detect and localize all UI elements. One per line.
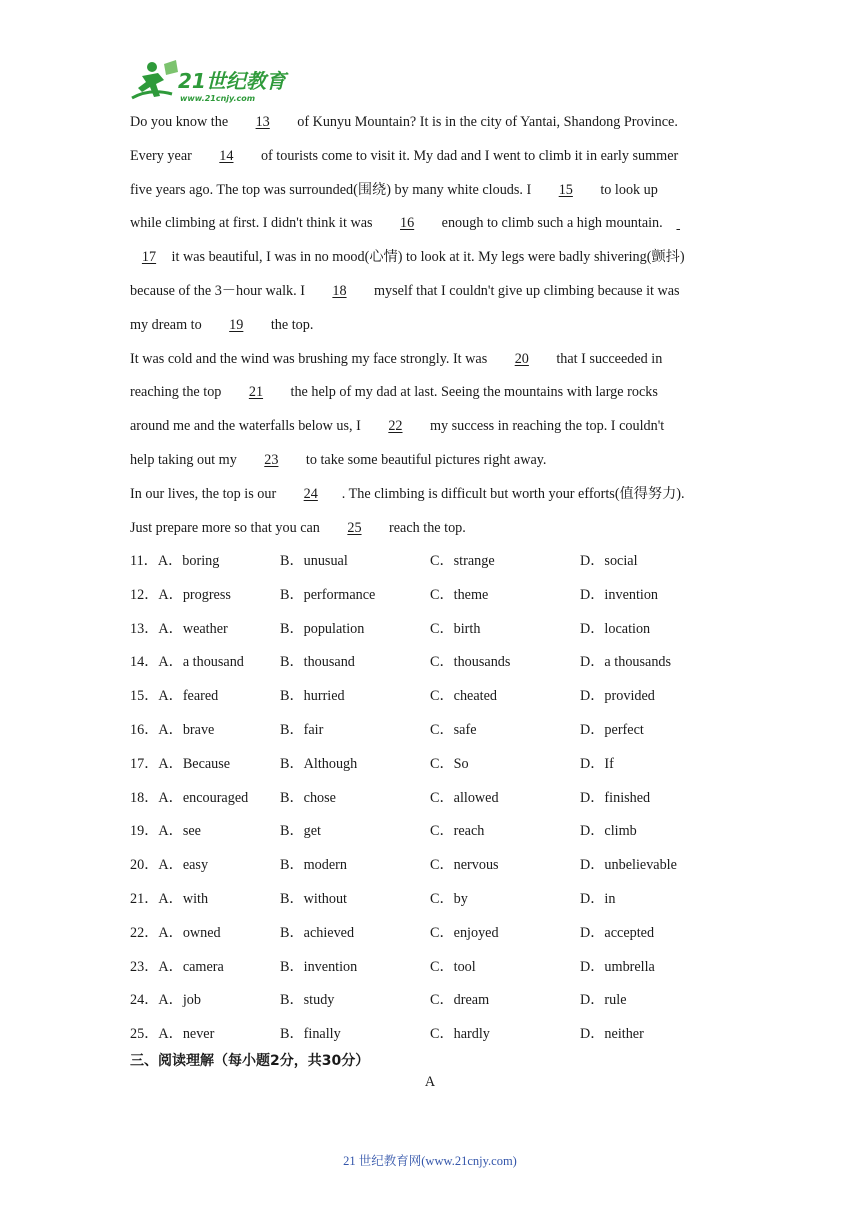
question-number: 20． [130, 857, 159, 874]
option-c: C．safe [430, 721, 477, 738]
option-d: D．a thousands [580, 654, 672, 671]
question-row [130, 718, 750, 752]
cloze-passage [130, 110, 730, 549]
option-b: B．invention [280, 958, 358, 975]
question-number: 17． [130, 755, 159, 772]
blank-number: 13 [255, 114, 270, 130]
passage-line [130, 279, 730, 313]
option-c: C．tool [430, 958, 476, 975]
option-b: B．modern [280, 857, 347, 874]
logo-url-text: www.21cnjy.com [180, 94, 256, 103]
option-b: B．fair [280, 721, 324, 738]
passage-line [130, 178, 730, 212]
passage-text: my dream to [130, 316, 206, 333]
passage-line [130, 414, 730, 448]
passage-line [130, 313, 730, 347]
question-number: 19． [130, 823, 159, 840]
option-a-text: A．progress [158, 586, 231, 603]
blank-number: 18 [332, 282, 347, 299]
option-d: D．location [580, 620, 651, 637]
passage-text: . The climbing is difficult but worth your efforts(值得努力). [341, 485, 685, 502]
option-d: D．umbrella [580, 958, 655, 975]
question-row [130, 549, 750, 583]
passage-text: Do you know the [130, 114, 232, 130]
question-row [130, 786, 750, 820]
logo-brand-text: 21世纪教育 [178, 69, 286, 93]
blank-number: 14 [219, 147, 234, 164]
passage-text: of tourists come to visit it. My dad and I went to climb it in early summer [257, 147, 679, 164]
option-a-text: A．easy [158, 857, 209, 874]
option-d: D．If [580, 755, 614, 772]
option-a [130, 955, 224, 979]
question-row [130, 955, 750, 989]
passage-text: five years ago. The top was surrounded(围绕) by many white clouds. I [130, 181, 535, 198]
option-d: D．rule [580, 992, 627, 1009]
passage-line [130, 516, 730, 550]
option-c: C．dream [430, 992, 490, 1009]
option-b: B．thousand [280, 654, 355, 671]
option-a [130, 684, 218, 708]
passage-line [130, 211, 730, 245]
blank-number: 22 [388, 418, 403, 435]
blank-number: 25 [347, 519, 362, 536]
option-a-text: A．brave [158, 721, 215, 738]
option-b: B．chose [280, 789, 336, 806]
question-number: 22． [130, 924, 159, 941]
blank-number: 16 [400, 215, 415, 232]
passage-line [130, 380, 730, 414]
passage-line [130, 482, 730, 516]
option-b: B．performance [280, 586, 376, 603]
passage-text: Just prepare more so that you can [130, 519, 324, 536]
option-a [130, 549, 219, 573]
passage-text: myself that I couldn't give up climbing because it was [370, 282, 680, 299]
passage-text: the help of my dad at last. Seeing the mountains with large rocks [286, 384, 658, 401]
option-c: C．birth [430, 620, 481, 637]
passage-line [130, 144, 730, 178]
option-d: D．accepted [580, 924, 655, 941]
option-d: D．in [580, 890, 616, 907]
question-row [130, 684, 750, 718]
option-b: B．without [280, 890, 348, 907]
passage-text: Every year [130, 147, 196, 164]
option-a-text: A．feared [158, 688, 219, 705]
option-c: C．by [430, 890, 468, 907]
option-b: B．hurried [280, 688, 345, 705]
option-a [130, 583, 231, 607]
option-a-text: A．see [158, 823, 201, 840]
question-row [130, 887, 750, 921]
question-row [130, 853, 750, 887]
passage-text: enough to climb such a high mountain. [438, 215, 667, 232]
option-a-text: A．a thousand [158, 654, 244, 671]
blank-number: 24 [303, 485, 318, 502]
passage-text: In our lives, the top is our [130, 485, 280, 502]
passage-text: help taking out my [130, 451, 241, 468]
option-a [130, 752, 230, 776]
option-a [130, 819, 201, 843]
blank-number: 17 [141, 249, 157, 266]
passage-text: to take some beautiful pictures right away. [302, 451, 547, 468]
option-b: B．finally [280, 1026, 341, 1043]
option-c: C．nervous [430, 857, 499, 874]
question-row [130, 752, 750, 786]
question-number: 25． [130, 1026, 159, 1043]
option-a-text: A．Because [158, 755, 231, 772]
option-a [130, 887, 208, 911]
option-a [130, 617, 228, 641]
question-number: 11． [130, 553, 158, 569]
option-d: D．climb [580, 823, 637, 840]
option-a [130, 853, 208, 877]
option-a-text: A．encouraged [158, 789, 249, 806]
blank-number: 23 [264, 451, 279, 468]
option-b: B．population [280, 620, 365, 637]
option-a [130, 1022, 214, 1046]
question-number: 15． [130, 688, 159, 705]
option-a-text: A．camera [158, 958, 224, 975]
question-number: 16． [130, 721, 159, 738]
option-a [130, 921, 221, 945]
option-a [130, 786, 248, 810]
section-heading: 三、阅读理解（每小题2分，共30分） [130, 1053, 370, 1069]
passage-text: of Kunyu Mountain? It is in the city of Yantai, Shandong Province. [293, 114, 678, 130]
question-number: 13． [130, 620, 159, 637]
option-d: D．invention [580, 586, 659, 603]
passage-line [130, 347, 730, 381]
option-c: C．So [430, 755, 469, 772]
option-b: B．Although [280, 755, 358, 772]
passage-text: that I succeeded in [552, 350, 663, 367]
passage-text: reach the top. [385, 519, 466, 536]
blank-number: 20 [514, 350, 529, 367]
question-number: 12． [130, 586, 159, 603]
option-d: D．neither [580, 1026, 644, 1043]
question-row [130, 650, 750, 684]
option-c: C．reach [430, 823, 485, 840]
question-number: 23． [130, 958, 159, 975]
site-logo [128, 58, 298, 104]
question-number: 14． [130, 654, 159, 671]
option-a-text: A．weather [158, 620, 228, 637]
option-b: B．unusual [280, 553, 348, 569]
question-number: 24． [130, 992, 159, 1009]
question-row [130, 921, 750, 955]
blank-number: 15 [558, 181, 573, 198]
runner-icon [132, 60, 178, 98]
option-c: C．theme [430, 586, 489, 603]
option-d: D．perfect [580, 721, 644, 738]
passage-text: because of the 3－hour walk. I [130, 282, 309, 299]
option-c: C．hardly [430, 1026, 490, 1043]
passage-text: It was cold and the wind was brushing my face strongly. It was [130, 350, 491, 367]
passage-text: my success in reaching the top. I couldn't [426, 418, 665, 435]
passage-text: around me and the waterfalls below us, I [130, 418, 365, 435]
option-c: C．cheated [430, 688, 497, 705]
option-c: C．strange [430, 553, 495, 569]
passage-text: to look up [596, 181, 658, 198]
blank-number: 21 [248, 384, 264, 401]
passage-line [130, 448, 730, 482]
passage-label: A [424, 1074, 436, 1090]
answer-options [130, 549, 750, 1056]
option-c: C．thousands [430, 654, 511, 671]
option-a [130, 650, 244, 674]
option-a-text: A．job [158, 992, 201, 1009]
option-a-text: A．never [158, 1026, 215, 1043]
option-c: C．enjoyed [430, 924, 499, 941]
option-c: C．allowed [430, 789, 499, 806]
question-number: 18． [130, 789, 159, 806]
passage-text: it was beautiful, I was in no mood(心情) to look at it. My legs were badly shivering(颤抖) [168, 249, 685, 266]
option-b: B．study [280, 992, 335, 1009]
option-d: D．social [580, 553, 638, 569]
option-d: D．finished [580, 789, 651, 806]
blank-number: 19 [229, 316, 244, 333]
option-d: D．unbelievable [580, 857, 677, 874]
question-row [130, 988, 750, 1022]
blank-number [666, 211, 690, 235]
option-b: B．get [280, 823, 321, 840]
passage-text: reaching the top [130, 384, 225, 401]
option-d: D．provided [580, 688, 655, 705]
question-row [130, 617, 750, 651]
option-b: B．achieved [280, 924, 355, 941]
option-a [130, 988, 201, 1012]
passage-line [130, 110, 730, 144]
page-footer: 21 世纪教育网(www.21cnjy.com) [343, 1154, 517, 1168]
passage-text: the top. [267, 316, 314, 333]
question-row [130, 583, 750, 617]
option-a [130, 718, 214, 742]
question-row [130, 819, 750, 853]
option-a-text: A．boring [157, 553, 220, 569]
question-number: 21． [130, 890, 159, 907]
option-a-text: A．owned [158, 924, 221, 941]
passage-line [130, 245, 730, 279]
option-a-text: A．with [158, 890, 209, 907]
passage-text: while climbing at first. I didn't think it was [130, 215, 377, 232]
